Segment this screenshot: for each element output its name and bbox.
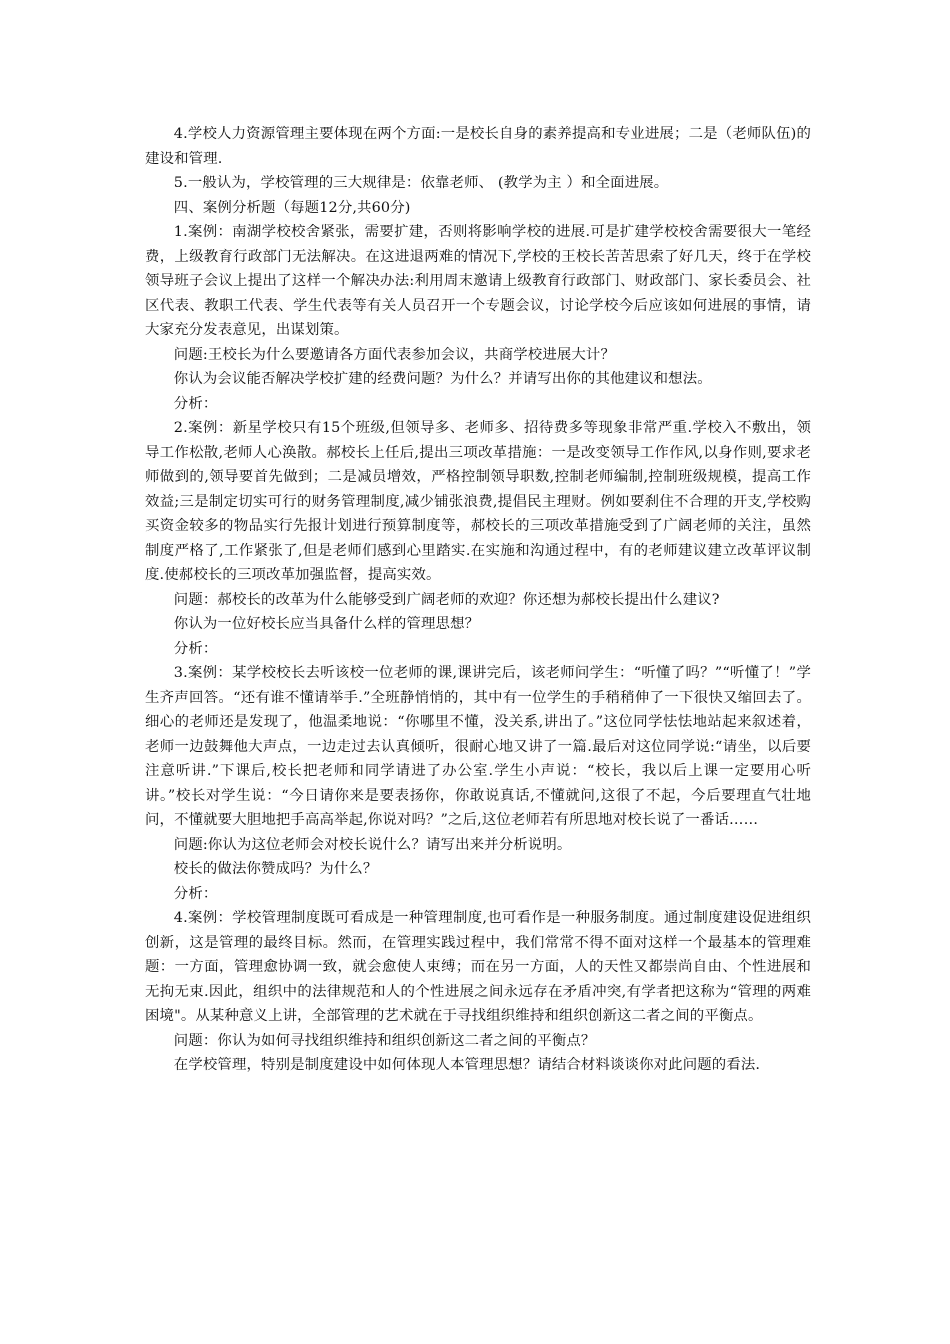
case-2-question-2: 你认为一位好校长应当具备什么样的管理思想？ <box>173 616 480 632</box>
case-1-text: 1.案例：南湖学校校舍紧张，需要扩建，否则将影响学校的进展.可是扩建学校校舍需要很大一笔经费，上级教育行政部门无法解决。在这进退两难的情况下,学校的王校长苦苦思索了好几天，终于在学校领导班子会议上提出了这样一个解决办法:利用周末邀请上级教育行政部门、财政部门、家长委员会、社区代表、教职工代表、学生代表等有关人员召开一个专题会议，讨论学校今后应该如何进展的事情，请大家充分发表意见，出谋划策。 <box>145 224 811 338</box>
document-page <box>145 122 811 1078</box>
case-3-question: 问题:你认为这位老师会对校长说什么？请写出来并分析说明。 <box>173 836 572 853</box>
case-4-question-2: 在学校管理，特别是制度建设中如何体现人本管理思想？请结合材料谈谈你对此问题的看法. <box>173 1057 761 1073</box>
case-1-question-2: 你认为会议能否解决学校扩建的经费问题？为什么？并请写出你的其他建议和想法。 <box>173 371 712 387</box>
case-3-question-2: 校长的做法你赞成吗？为什么？ <box>173 861 378 877</box>
case-1-analysis-label: 分析： <box>173 395 218 412</box>
fill-in-question-5: 5.一般认为，学校管理的三大规律是：依靠老师、 (教学为主 ）和全面进展。 <box>173 175 669 191</box>
section-heading-case-analysis: 四、案例分析题（每题12分,共60分) <box>173 199 411 216</box>
case-2-text: 2.案例：新星学校只有15个班级,但领导多、老师多、招待费多等现象非常严重.学校入不敷出，领导工作松散,老师人心涣散。郝校长上任后,提出三项改革措施：一是改变领导工作作风,以身作则,要求老师做到的,领导要首先做到；二是减员增效，严格控制领导职数,控制老师编制,控制班级规模，提高工作效益;三是制定切实可行的财务管理制度,减少铺张浪费,提倡民主理财。例如要刹住不合理的开支,学校购买资金较多的物品实行先报计划进行预算制度等，郝校长的三项改革措施受到了广阔老师的关注，虽然制度严格了,工作紧张了,但是老师们感到心里踏实.在实施和沟通过程中，有的老师建议建立改革评议制度.使郝校长的三项改革加强监督，提高实效。 <box>145 420 811 583</box>
case-3-text: 3.案例：某学校校长去听该校一位老师的课,课讲完后，该老师问学生：“听懂了吗？”“听懂了！”学生齐声回答。“还有谁不懂请举手.”全班静悄悄的，其中有一位学生的手稍稍伸了一下很快又缩回去了。细心的老师还是发现了，他温柔地说：“你哪里不懂，没关系,讲出了。”这位同学怯怯地站起来叙述着，老师一边鼓舞他大声点，一边走过去认真倾听，很耐心地又讲了一篇.最后对这位同学说:“请坐，以后要注意听讲.”下课后,校长把老师和同学请进了办公室.学生小声说：“校长，我以后上课一定要用心听讲。”校长对学生说：“今日请你来是要表扬你，你敢说真话,不懂就问,这很了不起，今后要理直气壮地问，不懂就要大胆地把手高高举起,你说对吗？”之后,这位老师若有所思地对校长说了一番话…… <box>145 665 811 828</box>
case-3-analysis-label: 分析： <box>173 885 218 902</box>
case-1-question: 问题:王校长为什么要邀请各方面代表参加会议，共商学校进展大计？ <box>173 346 616 363</box>
case-4-text: 4.案例：学校管理制度既可看成是一种管理制度,也可看作是一种服务制度。通过制度建设促进组织创新，这是管理的最终目标。然而，在管理实践过程中，我们常常不得不面对这样一个最基本的管理难题：一方面，管理愈协调一致，就会愈使人束缚；而在另一方面，人的天性又都崇尚自由、个性进展和无拘无束.因此，组织中的法律规范和人的个性进展之间永远存在矛盾冲突,有学者把这称为“管理的两难困境"。从某种意义上讲，全部管理的艺术就在于寻找组织维持和组织创新这二者之间的平衡点。 <box>145 910 811 1024</box>
case-2-analysis-label: 分析： <box>173 640 218 657</box>
case-4-question: 问题：你认为如何寻找组织维持和组织创新这二者之间的平衡点？ <box>173 1032 596 1049</box>
fill-in-question-4: 4.学校人力资源管理主要体现在两个方面:一是校长自身的素养提高和专业进展；二是（老师队伍)的建设和管理. <box>145 126 811 167</box>
case-2-question: 问题：郝校长的改革为什么能够受到广阔老师的欢迎？你还想为郝校长提出什么建议? <box>173 591 720 608</box>
